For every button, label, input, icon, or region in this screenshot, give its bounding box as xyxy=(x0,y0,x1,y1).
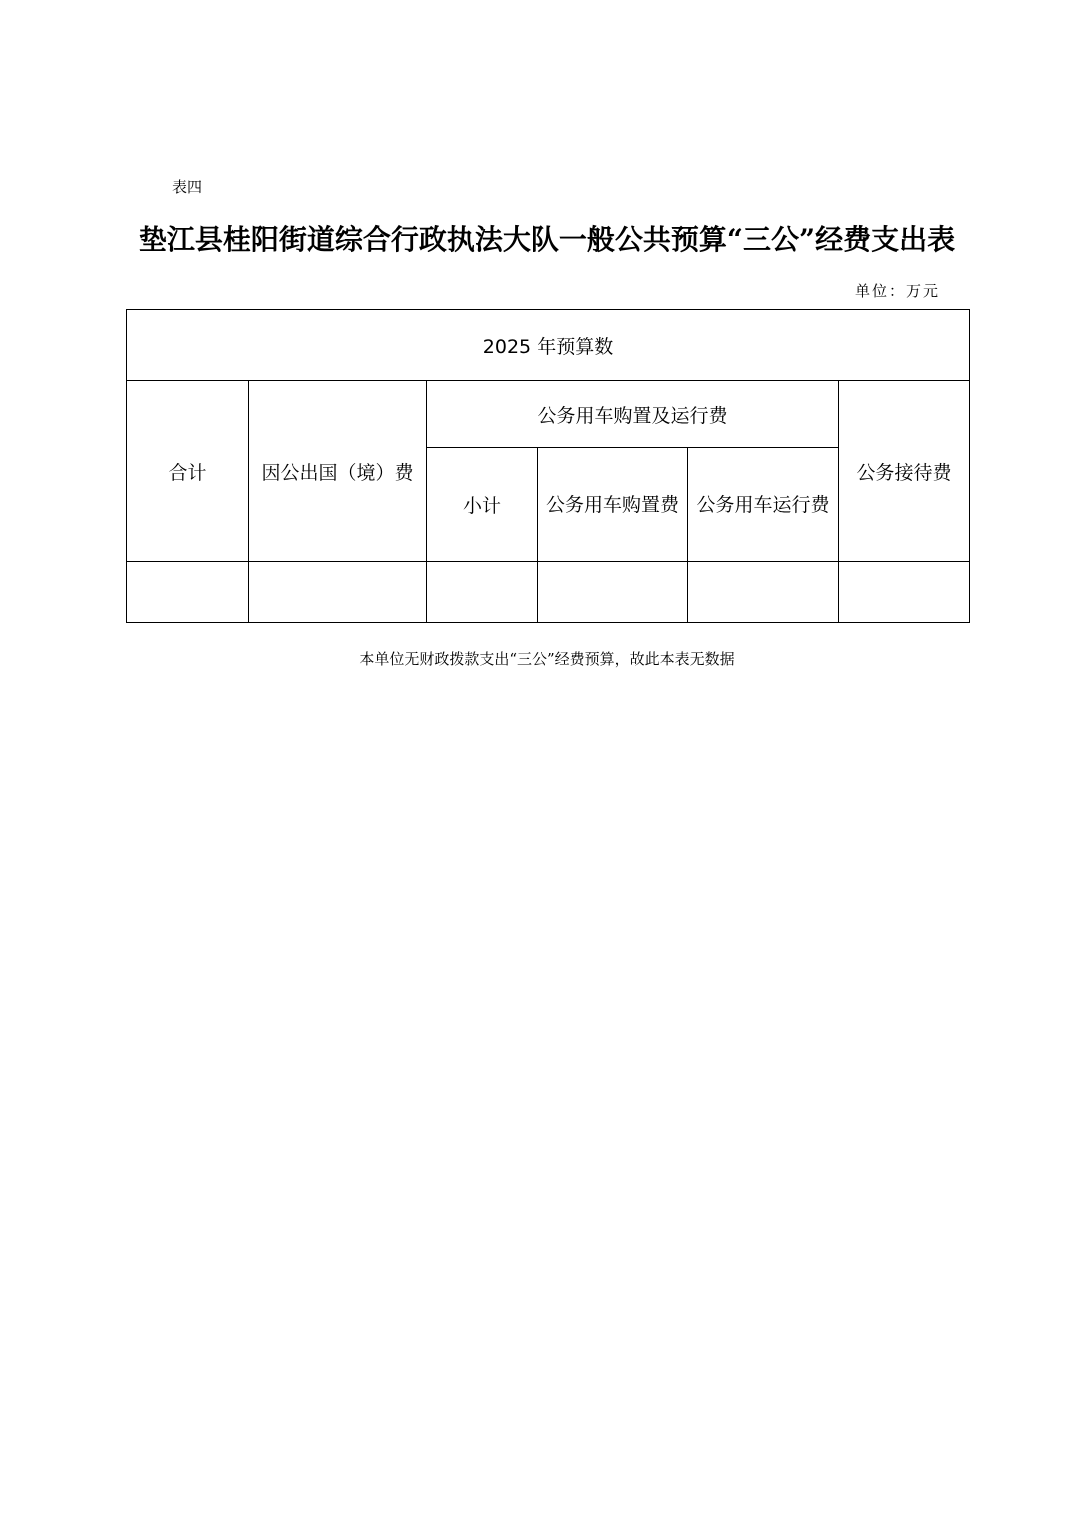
header-row-year xyxy=(127,310,970,381)
year-header: 2025 年预算数 xyxy=(127,310,970,381)
cell-vehicle-operation xyxy=(688,562,839,623)
cell-vehicle-purchase xyxy=(538,562,688,623)
col-vehicle-group-header: 公务用车购置及运行费 xyxy=(427,381,839,448)
col-reception-header: 公务接待费 xyxy=(839,381,970,562)
header-row-groups xyxy=(127,381,970,448)
col-abroad-header: 因公出国（境）费 xyxy=(249,381,427,562)
table-row xyxy=(127,562,970,623)
cell-total xyxy=(127,562,249,623)
col-vehicle-purchase-header: 公务用车购置费 xyxy=(538,448,688,562)
col-vehicle-operation-header: 公务用车运行费 xyxy=(688,448,839,562)
unit-label: 单位：万元 xyxy=(855,282,941,300)
cell-subtotal xyxy=(427,562,538,623)
document-title: 垫江县桂阳街道综合行政执法大队一般公共预算“三公”经费支出表 xyxy=(138,223,956,256)
three-public-expenses-table xyxy=(126,309,970,623)
col-subtotal-header: 小计 xyxy=(427,448,538,562)
cell-abroad xyxy=(249,562,427,623)
table-number: 表四 xyxy=(172,178,203,196)
col-total-header: 合计 xyxy=(127,381,249,562)
cell-reception xyxy=(839,562,970,623)
footnote: 本单位无财政拨款支出“三公”经费预算，故此本表无数据 xyxy=(359,650,735,668)
